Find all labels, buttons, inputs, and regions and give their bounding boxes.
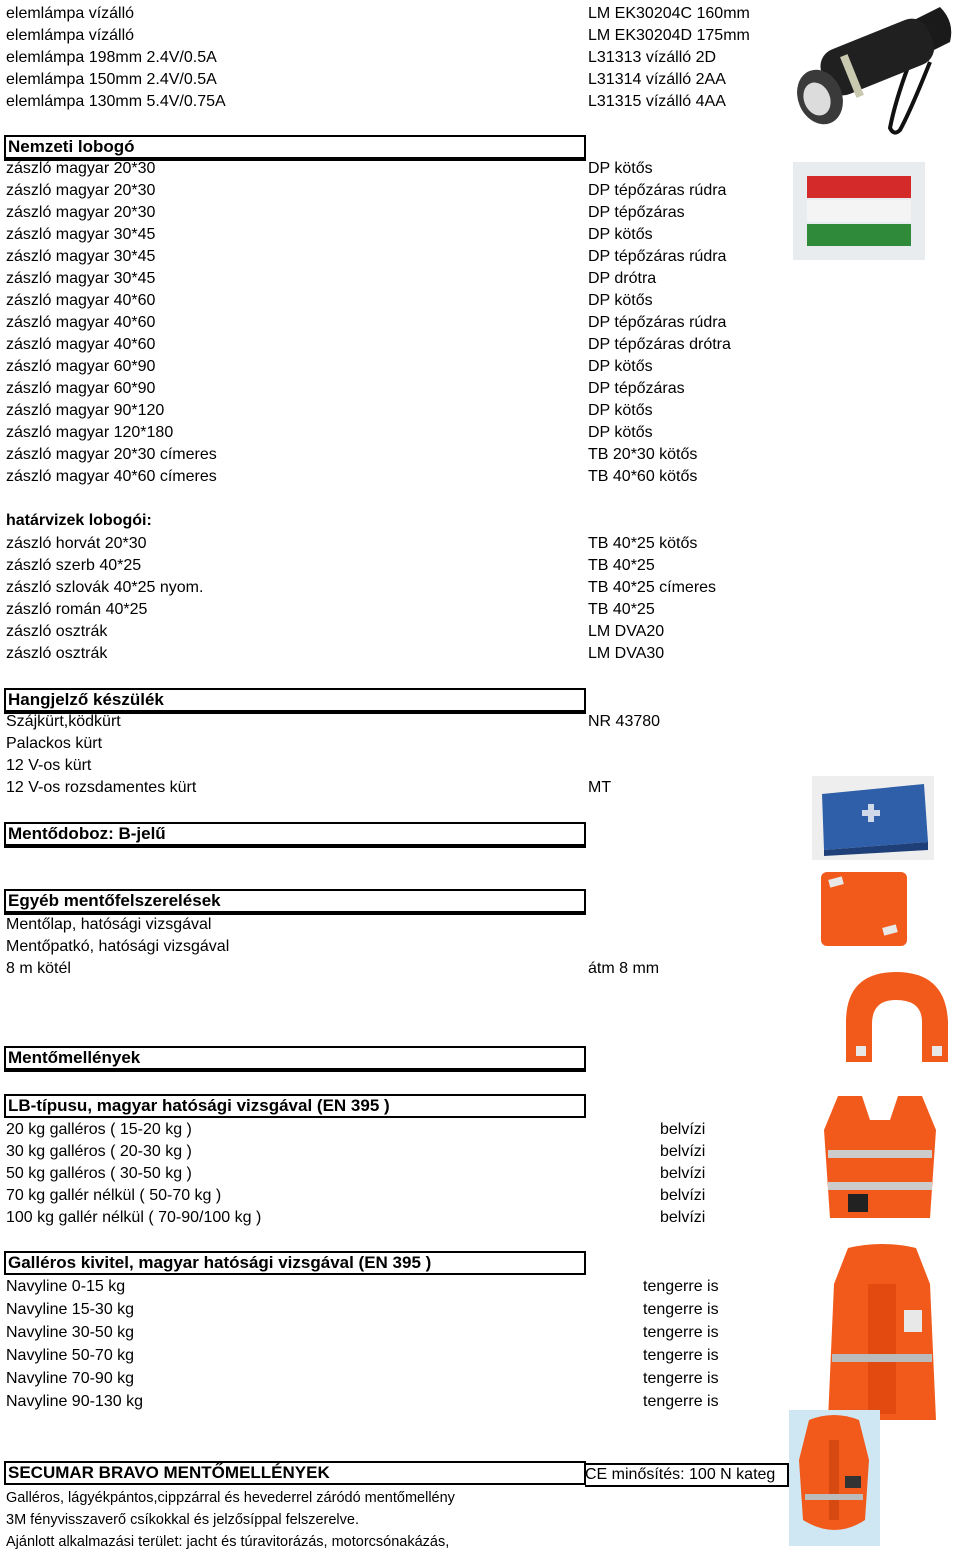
collar-vest-item: Navyline 90-130 kg: [6, 1393, 143, 1410]
border-flag-code: TB 40*25 kötős: [588, 535, 698, 552]
flag-code: DP kötős: [588, 358, 653, 375]
flag-item: zászló magyar 30*45: [6, 226, 156, 243]
flag-item: zászló magyar 20*30 címeres: [6, 446, 217, 463]
border-flag-item: zászló román 40*25: [6, 601, 148, 618]
lb-vest-code: belvízi: [660, 1209, 706, 1226]
flag-code: DP drótra: [588, 270, 657, 287]
flashlight-image: [790, 2, 960, 137]
horn-code: NR 43780: [588, 713, 661, 730]
flag-item: zászló magyar 60*90: [6, 380, 156, 397]
collar-vest-image: [818, 1244, 946, 1430]
vests-header: Mentőmellények: [4, 1046, 586, 1072]
flashlight-item: elemlámpa vízálló: [6, 5, 135, 22]
border-flag-item: zászló szlovák 40*25 nyom.: [6, 579, 204, 596]
secumar-line: 3M fényvisszaverő csíkokkal és jelzősíppal felszerelve.: [6, 1512, 359, 1528]
border-flag-item: zászló osztrák: [6, 623, 108, 640]
border-flag-code: TB 40*25 címeres: [588, 579, 717, 596]
lb-vest-item: 50 kg galléros ( 30-50 kg ): [6, 1165, 192, 1182]
flag-code: DP tépőzáras rúdra: [588, 248, 727, 265]
lb-vest-image: [818, 1090, 942, 1224]
horn-item: Palackos kürt: [6, 735, 103, 752]
flag-code: DP kötős: [588, 424, 653, 441]
lb-vest-item: 20 kg galléros ( 15-20 kg ): [6, 1121, 192, 1138]
collar-vest-code: tengerre is: [643, 1370, 719, 1387]
secumar-vest-image: [789, 1410, 880, 1546]
collar-vest-item: Navyline 0-15 kg: [6, 1278, 126, 1295]
other-rescue-item: 8 m kötél: [6, 960, 71, 977]
collar-vest-item: Navyline 70-90 kg: [6, 1370, 135, 1387]
flag-item: zászló magyar 90*120: [6, 402, 165, 419]
flag-item: zászló magyar 60*90: [6, 358, 156, 375]
flashlight-code: L31315 vízálló 4AA: [588, 93, 726, 110]
national-flag-header: Nemzeti lobogó: [4, 135, 586, 161]
horn-item: 12 V-os kürt: [6, 757, 92, 774]
flag-item: zászló magyar 120*180: [6, 424, 174, 441]
flashlight-item: elemlámpa 198mm 2.4V/0.5A: [6, 49, 217, 66]
lb-type-header: LB-típusu, magyar hatósági vizsgával (EN 395 ): [4, 1094, 586, 1118]
flashlight-code: LM EK30204D 175mm: [588, 27, 750, 44]
rescue-box-header: Mentődoboz: B-jelű: [4, 822, 586, 848]
rescue-board-image: [815, 868, 913, 950]
horn-header: Hangjelző készülék: [4, 688, 586, 714]
flag-code: TB 20*30 kötős: [588, 446, 698, 463]
hungarian-flag-image: [793, 162, 925, 260]
other-rescue-item: Mentőlap, hatósági vizsgával: [6, 916, 212, 933]
flag-code: DP tépőzáras rúdra: [588, 314, 727, 331]
flag-code: DP kötős: [588, 226, 653, 243]
border-flag-item: zászló osztrák: [6, 645, 108, 662]
border-flag-code: LM DVA20: [588, 623, 665, 640]
flag-code: DP tépőzáras: [588, 380, 685, 397]
collar-vest-item: Navyline 50-70 kg: [6, 1347, 135, 1364]
lb-vest-code: belvízi: [660, 1121, 706, 1138]
horn-item: Szájkürt,ködkürt: [6, 713, 121, 730]
flashlight-item: elemlámpa 150mm 2.4V/0.5A: [6, 71, 217, 88]
flag-item: zászló magyar 40*60 címeres: [6, 468, 217, 485]
flag-item: zászló magyar 40*60: [6, 336, 156, 353]
flag-item: zászló magyar 40*60: [6, 292, 156, 309]
flag-code: DP tépőzáras drótra: [588, 336, 731, 353]
flashlight-item: elemlámpa vízálló: [6, 27, 135, 44]
collar-vest-code: tengerre is: [643, 1301, 719, 1318]
secumar-header: SECUMAR BRAVO MENTŐMELLÉNYEK: [4, 1461, 586, 1485]
flag-item: zászló magyar 20*30: [6, 160, 156, 177]
horn-item: 12 V-os rozsdamentes kürt: [6, 779, 197, 796]
flashlight-code: L31313 vízálló 2D: [588, 49, 717, 66]
flag-code: TB 40*60 kötős: [588, 468, 698, 485]
collar-vest-item: Navyline 30-50 kg: [6, 1324, 135, 1341]
lb-vest-code: belvízi: [660, 1187, 706, 1204]
lb-vest-code: belvízi: [660, 1165, 706, 1182]
flag-item: zászló magyar 30*45: [6, 270, 156, 287]
lb-vest-item: 30 kg galléros ( 20-30 kg ): [6, 1143, 192, 1160]
secumar-ce-rating: CE minősítés: 100 N kateg: [585, 1463, 789, 1487]
rescue-box-image: [812, 776, 934, 860]
flag-code: DP tépőzáras: [588, 204, 685, 221]
border-flag-code: TB 40*25: [588, 601, 655, 618]
flag-code: DP kötős: [588, 292, 653, 309]
border-flag-item: zászló horvát 20*30: [6, 535, 147, 552]
flashlight-item: elemlámpa 130mm 5.4V/0.75A: [6, 93, 226, 110]
border-flags-header: határvizek lobogói:: [6, 512, 152, 529]
other-rescue-item: Mentőpatkó, hatósági vizsgával: [6, 938, 230, 955]
lb-vest-code: belvízi: [660, 1143, 706, 1160]
lb-vest-item: 70 kg gallér nélkül ( 50-70 kg ): [6, 1187, 222, 1204]
horn-code: MT: [588, 779, 612, 796]
secumar-line: Ajánlott alkalmazási terület: jacht és túravitorázás, motorcsónakázás,: [6, 1534, 450, 1550]
flag-item: zászló magyar 30*45: [6, 248, 156, 265]
secumar-line: Galléros, lágyékpántos,cippzárral és hevederrel záródó mentőmellény: [6, 1490, 455, 1506]
other-rescue-header: Egyéb mentőfelszerelések: [4, 889, 586, 915]
flag-item: zászló magyar 20*30: [6, 182, 156, 199]
flashlight-code: L31314 vízálló 2AA: [588, 71, 726, 88]
collar-vest-code: tengerre is: [643, 1278, 719, 1295]
collar-vest-code: tengerre is: [643, 1393, 719, 1410]
flag-code: DP kötős: [588, 160, 653, 177]
flag-code: DP kötős: [588, 402, 653, 419]
collar-vest-code: tengerre is: [643, 1347, 719, 1364]
border-flag-item: zászló szerb 40*25: [6, 557, 142, 574]
collar-vest-item: Navyline 15-30 kg: [6, 1301, 135, 1318]
border-flag-code: TB 40*25: [588, 557, 655, 574]
lb-vest-item: 100 kg gallér nélkül ( 70-90/100 kg ): [6, 1209, 262, 1226]
collar-vest-code: tengerre is: [643, 1324, 719, 1341]
flag-item: zászló magyar 40*60: [6, 314, 156, 331]
collar-type-header: Galléros kivitel, magyar hatósági vizsgával (EN 395 ): [4, 1251, 586, 1275]
flag-code: DP tépőzáras rúdra: [588, 182, 727, 199]
flag-item: zászló magyar 20*30: [6, 204, 156, 221]
other-rescue-code: átm 8 mm: [588, 960, 660, 977]
flashlight-code: LM EK30204C 160mm: [588, 5, 750, 22]
border-flag-code: LM DVA30: [588, 645, 665, 662]
rescue-horseshoe-image: [836, 962, 956, 1074]
